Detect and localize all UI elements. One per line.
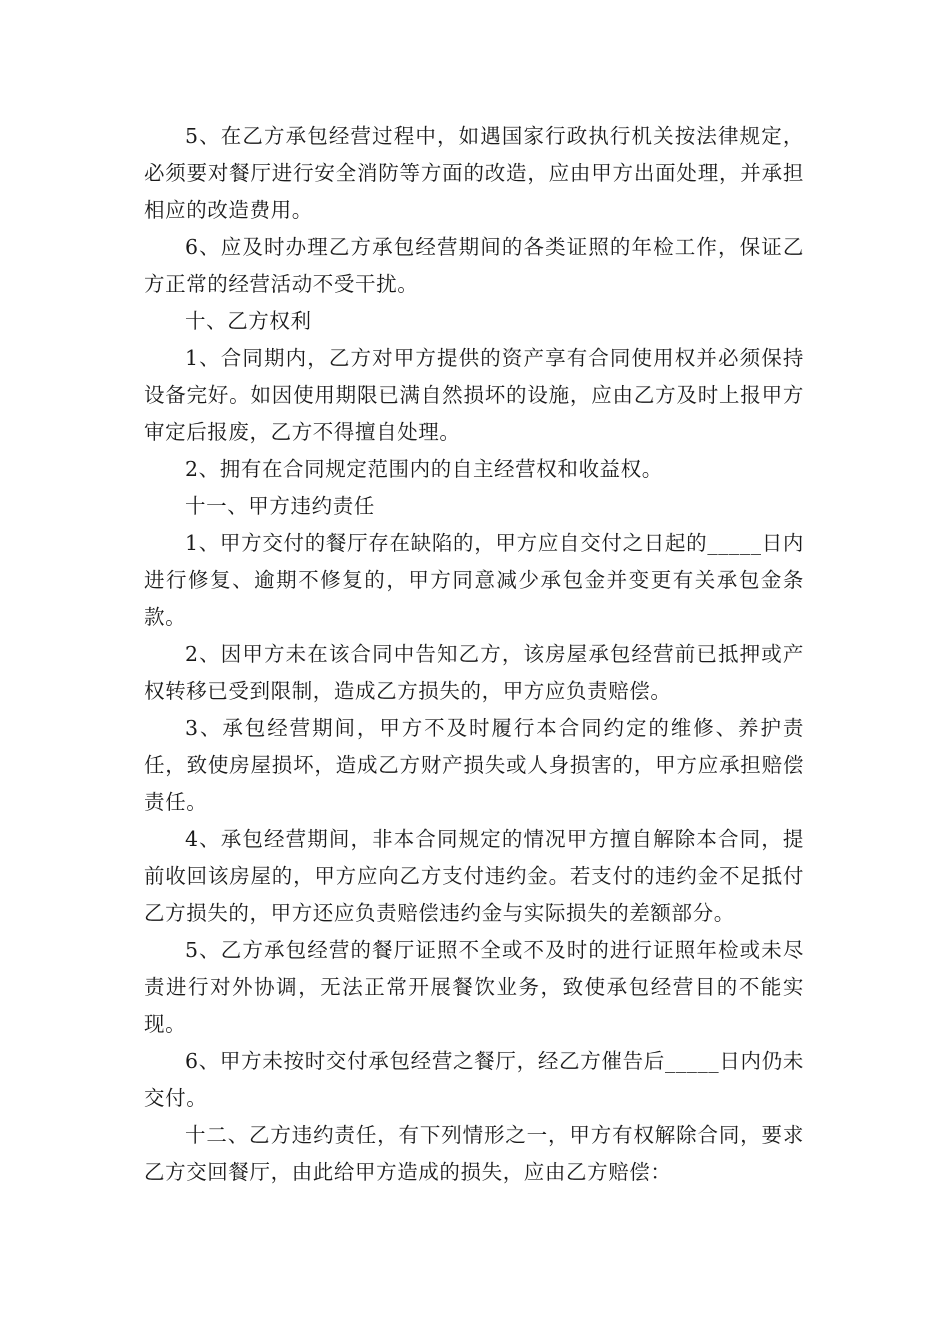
paragraph-clause-11-5: 5、乙方承包经营的餐厅证照不全或不及时的进行证照年检或未尽责进行对外协调，无法正常开展餐饮业务，致使承包经营目的不能实现。 bbox=[144, 938, 804, 1036]
section-heading-11: 十一、甲方违约责任 bbox=[185, 494, 375, 518]
paragraph-clause-10-2: 2、拥有在合同规定范围内的自主经营权和收益权。 bbox=[185, 457, 663, 481]
paragraph-clause-11-6: 6、甲方未按时交付承包经营之餐厅，经乙方催告后_____日内仍未交付。 bbox=[144, 1049, 804, 1110]
paragraph-clause-11-1: 1、甲方交付的餐厅存在缺陷的，甲方应自交付之日起的_____日内进行修复、逾期不修复的，甲方同意减少承包金并变更有关承包金条款。 bbox=[144, 531, 804, 629]
paragraph-clause-11-4: 4、承包经营期间，非本合同规定的情况甲方擅自解除本合同，提前收回该房屋的，甲方应向乙方支付违约金。若支付的违约金不足抵付乙方损失的，甲方还应负责赔偿违约金与实际损失的差额部分。 bbox=[144, 827, 804, 925]
paragraph-clause-10-1: 1、合同期内，乙方对甲方提供的资产享有合同使用权并必须保持设备完好。如因使用期限已满自然损坏的设施，应由乙方及时上报甲方审定后报废，乙方不得擅自处理。 bbox=[144, 346, 804, 444]
paragraph-clause-9-5: 5、在乙方承包经营过程中，如遇国家行政执行机关按法律规定，必须要对餐厅进行安全消防等方面的改造，应由甲方出面处理，并承担相应的改造费用。 bbox=[144, 124, 804, 222]
section-heading-12: 十二、乙方违约责任，有下列情形之一，甲方有权解除合同，要求乙方交回餐厅，由此给甲方造成的损失，应由乙方赔偿： bbox=[144, 1123, 804, 1184]
document-body bbox=[144, 118, 804, 1191]
paragraph-clause-11-2: 2、因甲方未在该合同中告知乙方，该房屋承包经营前已抵押或产权转移已受到限制，造成乙方损失的，甲方应负责赔偿。 bbox=[144, 642, 804, 703]
paragraph-clause-11-3: 3、承包经营期间，甲方不及时履行本合同约定的维修、养护责任，致使房屋损坏，造成乙方财产损失或人身损害的，甲方应承担赔偿责任。 bbox=[144, 716, 804, 814]
paragraph-clause-9-6: 6、应及时办理乙方承包经营期间的各类证照的年检工作，保证乙方正常的经营活动不受干扰。 bbox=[144, 235, 804, 296]
section-heading-10: 十、乙方权利 bbox=[185, 309, 312, 333]
